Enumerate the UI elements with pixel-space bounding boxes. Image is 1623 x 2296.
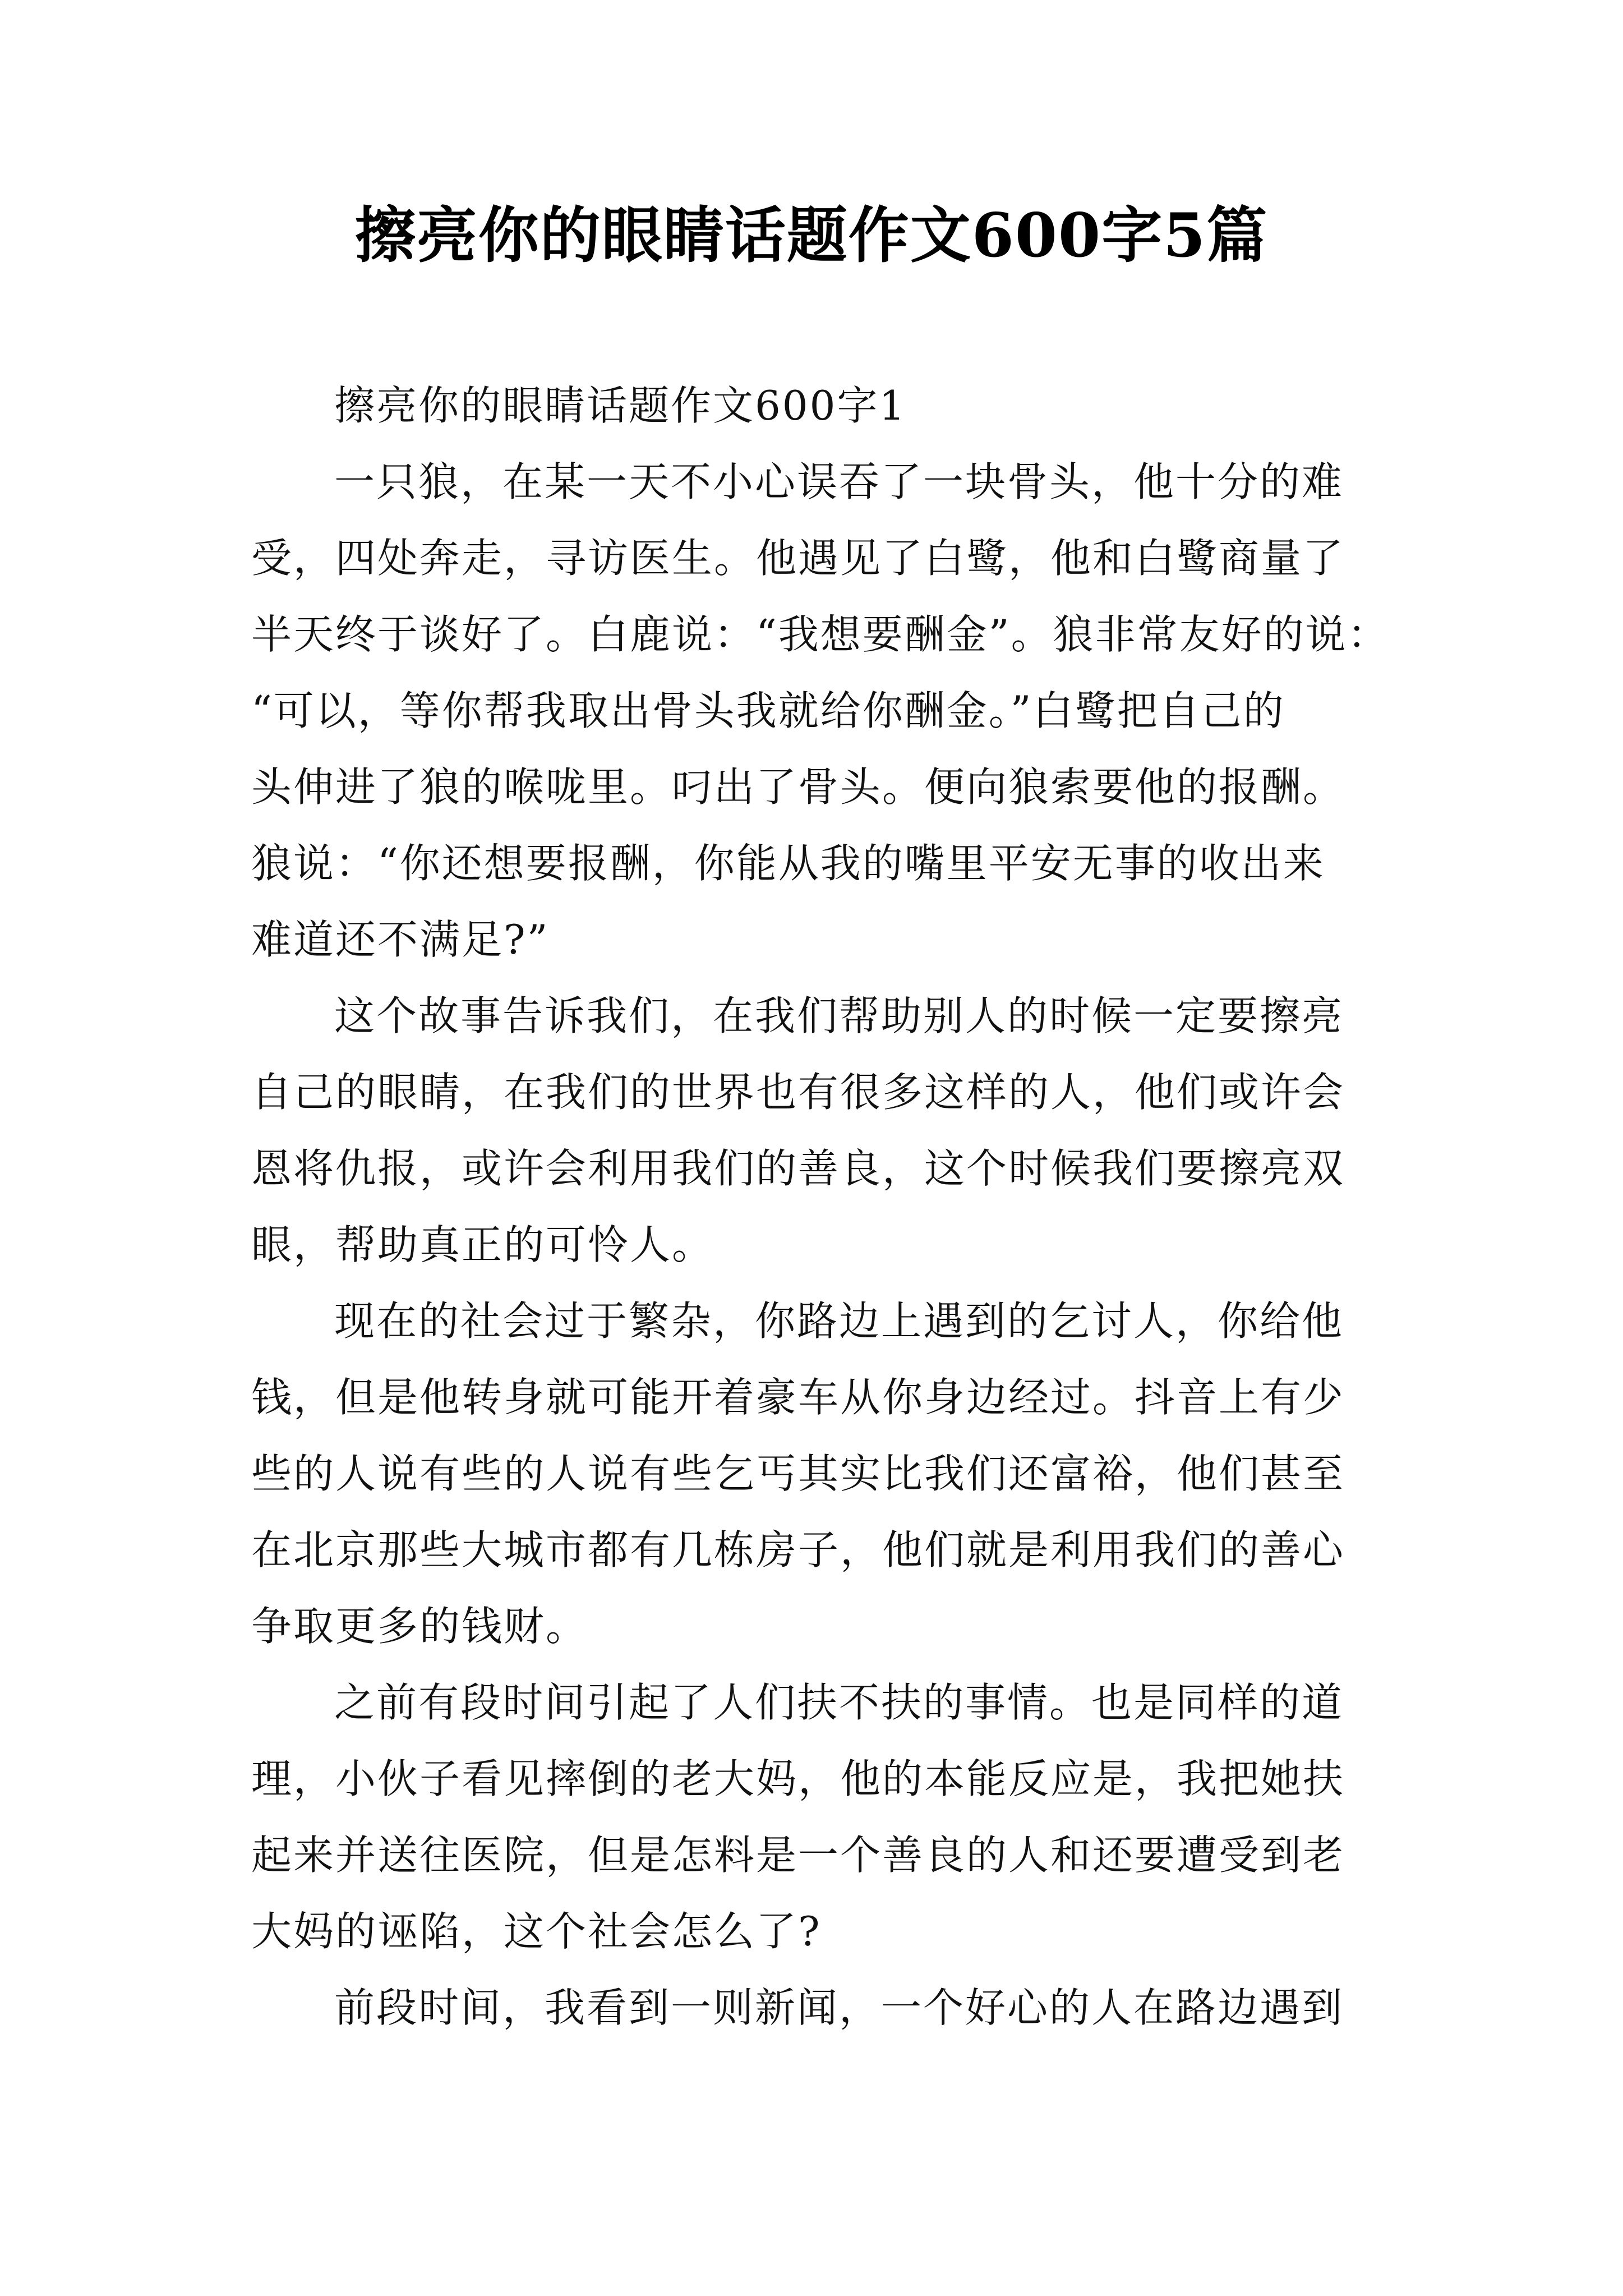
document-body [251, 367, 1390, 2046]
body-line: 自己的眼睛，在我们的世界也有很多这样的人，他们或许会 [251, 1069, 1345, 1116]
body-line: 恩将仇报，或许会利用我们的善良，这个时候我们要擦亮双 [251, 1145, 1345, 1192]
body-line: 前段时间，我看到一则新闻，一个好心的人在路边遇到 [334, 1984, 1344, 2031]
body-line: 争取更多的钱财。 [251, 1603, 588, 1650]
body-line: 半天终于谈好了。白鹿说：“我想要酬金”。狼非常友好的说： [251, 611, 1390, 658]
body-line: 之前有段时间引起了人们扶不扶的事情。也是同样的道 [334, 1679, 1344, 1726]
body-line: “可以，等你帮我取出骨头我就给你酬金。”白鹭把自己的 [251, 687, 1285, 734]
body-line: 理，小伙子看见摔倒的老大妈，他的本能反应是，我把她扶 [251, 1755, 1345, 1802]
body-line: 眼，帮助真正的可怜人。 [251, 1221, 714, 1268]
document-title: 擦亮你的眼睛话题作文600字5篇 [354, 200, 1269, 271]
body-line: 在北京那些大城市都有几栋房子，他们就是利用我们的善心 [251, 1526, 1345, 1573]
body-line: 狼说：“你还想要报酬，你能从我的嘴里平安无事的收出来 [251, 840, 1325, 887]
body-line: 起来并送往医院，但是怎料是一个善良的人和还要遭受到老 [251, 1832, 1345, 1879]
body-line: 这个故事告诉我们，在我们帮助别人的时候一定要擦亮 [334, 992, 1344, 1039]
body-line: 大妈的诬陷，这个社会怎么了? [251, 1908, 822, 1955]
body-line: 头伸进了狼的喉咙里。叼出了骨头。便向狼索要他的报酬。 [251, 763, 1345, 811]
body-line: 些的人说有些的人说有些乞丐其实比我们还富裕，他们甚至 [251, 1450, 1345, 1497]
body-line: 现在的社会过于繁杂，你路边上遇到的乞讨人，你给他 [334, 1297, 1344, 1345]
body-line: 钱，但是他转身就可能开着豪车从你身边经过。抖音上有少 [251, 1374, 1345, 1421]
body-line: 难道还不满足?” [251, 916, 550, 963]
body-line: 受，四处奔走，寻访医生。他遇见了白鹭，他和白鹭商量了 [251, 535, 1345, 582]
body-line: 一只狼，在某一天不小心误吞了一块骨头，他十分的难 [334, 458, 1344, 505]
body-line: 擦亮你的眼睛话题作文600字1 [334, 382, 907, 429]
